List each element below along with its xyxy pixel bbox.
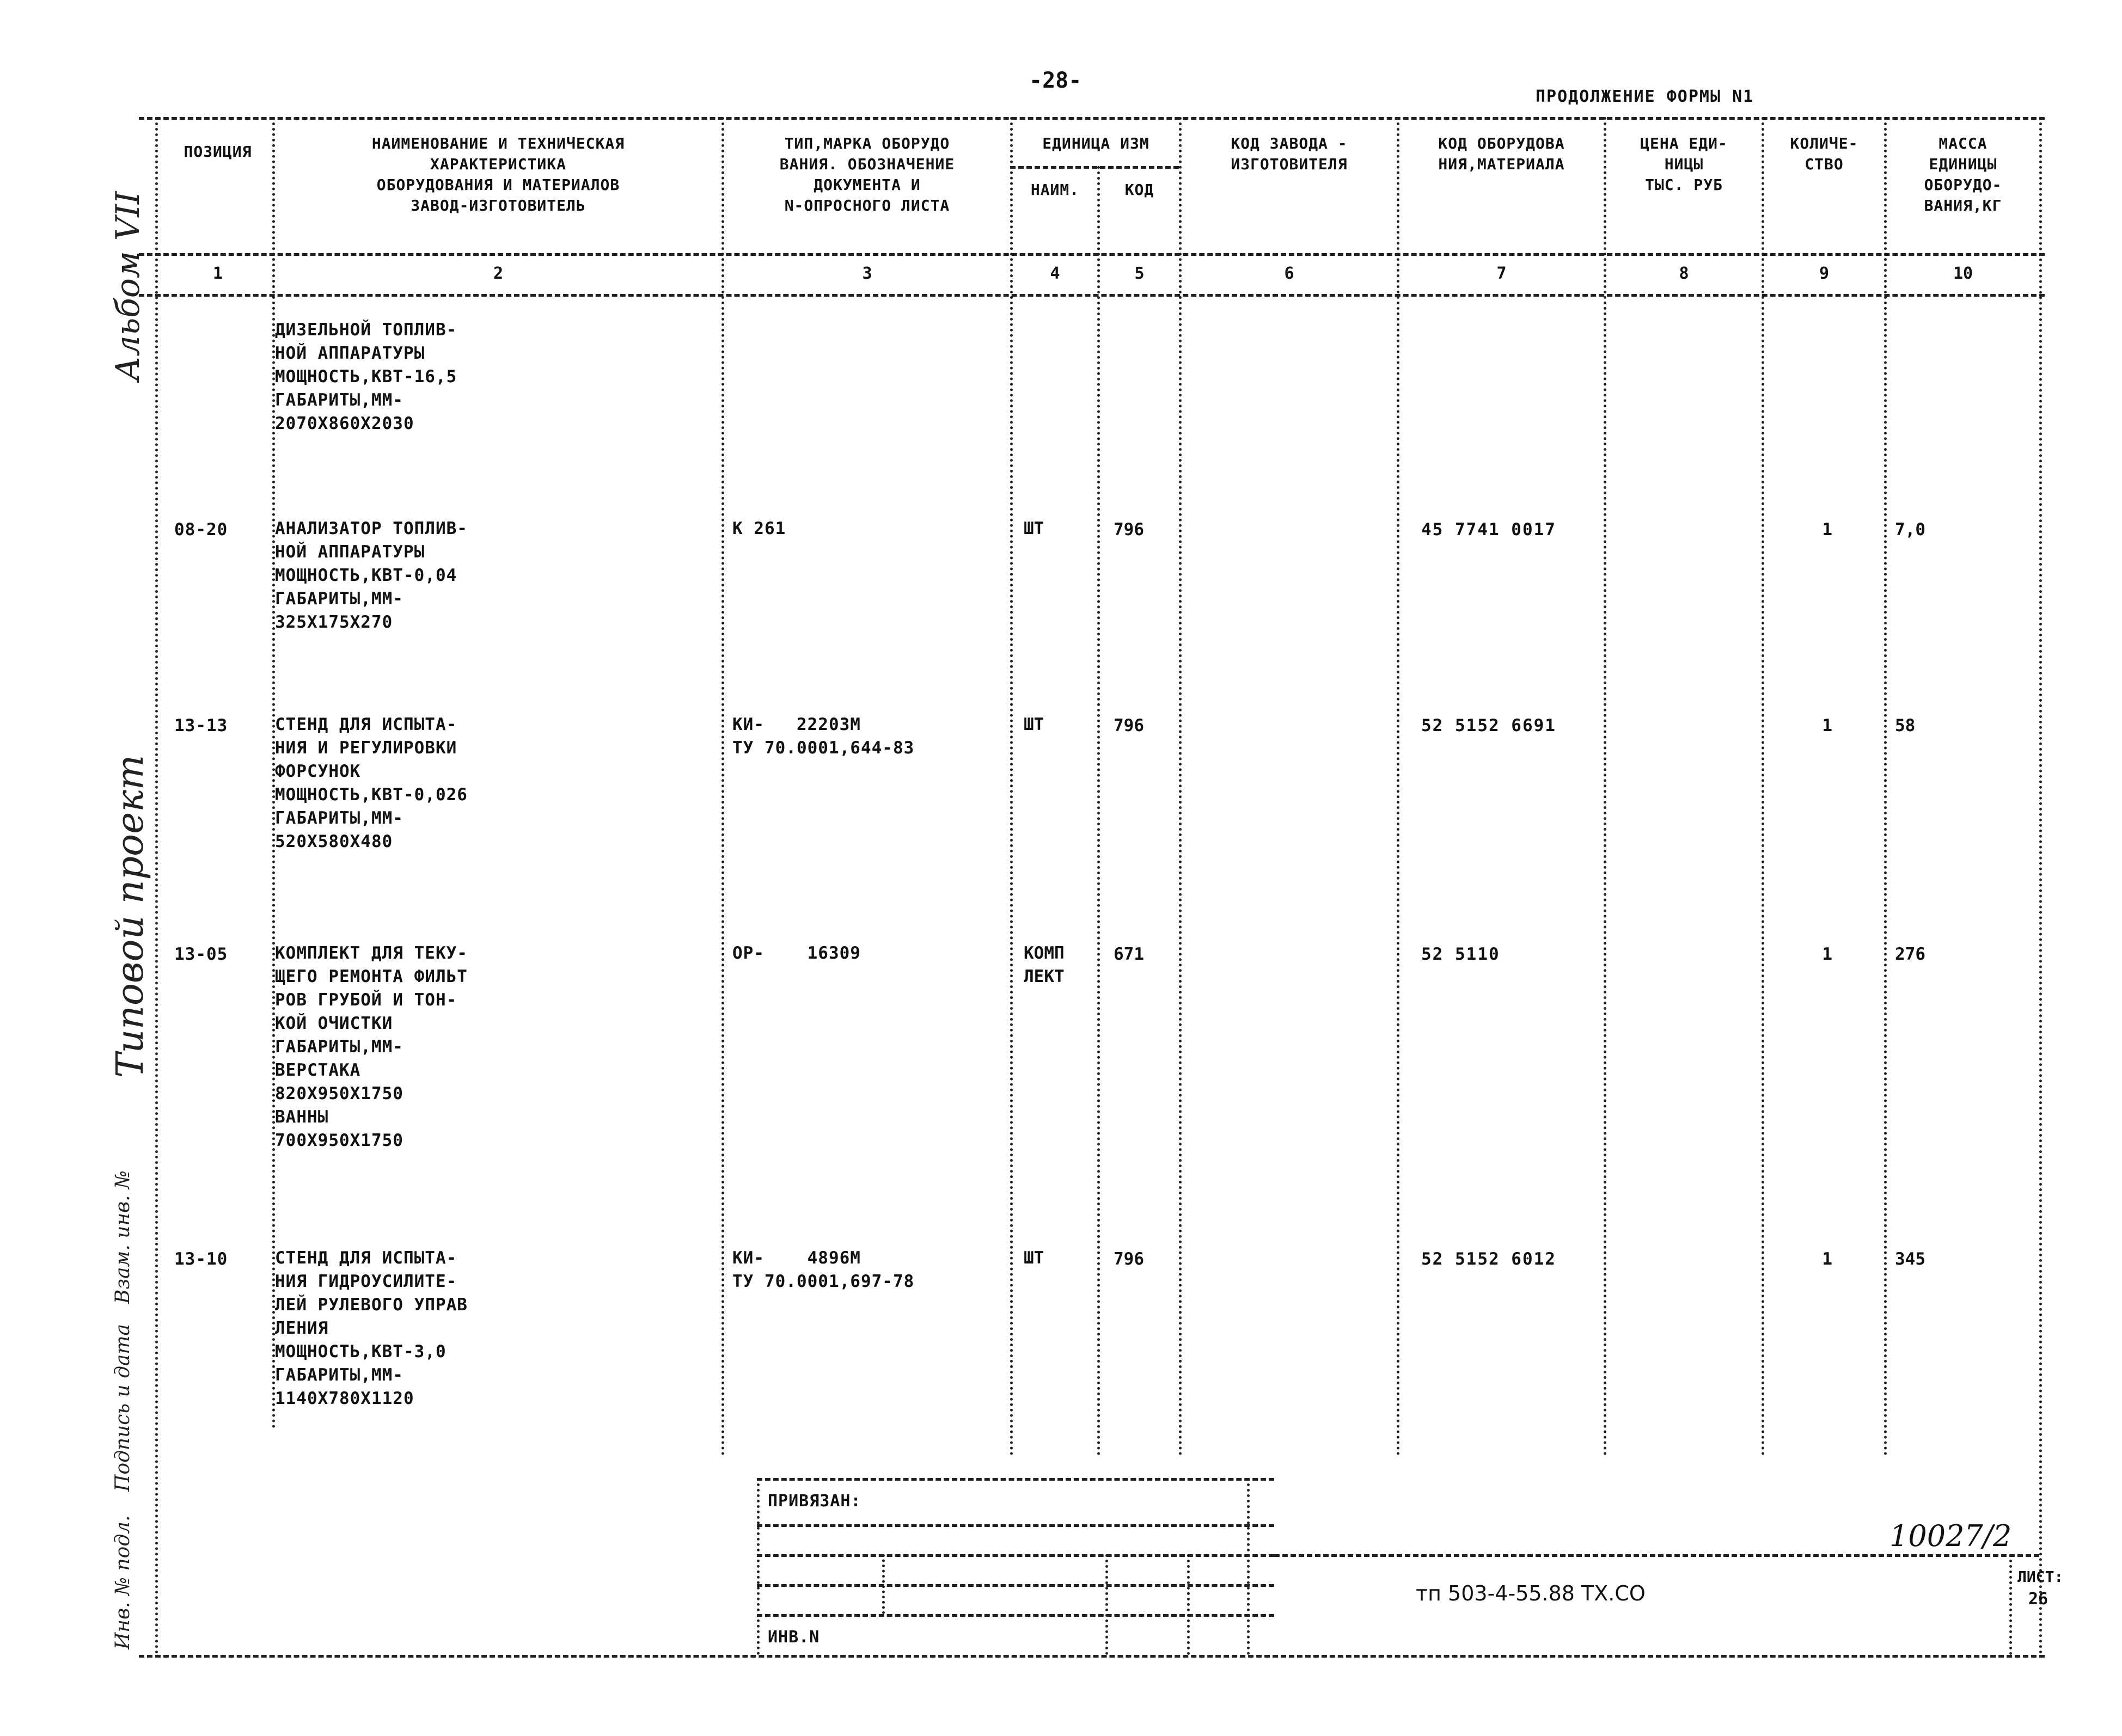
stamp-rule-4 <box>757 1614 1274 1617</box>
table-row-equipment-code: 52 5152 6691 <box>1421 716 1556 735</box>
sheet-label: ЛИСТ: <box>2017 1568 2064 1586</box>
table-row-position: 13-13 <box>174 716 228 735</box>
colnum-3: 3 <box>862 264 872 283</box>
col-sep-2 <box>721 117 724 1456</box>
table-row-unit: ШТ <box>1024 715 1044 734</box>
col-sep-8 <box>1762 117 1764 1456</box>
table-row-unit-code: 796 <box>1114 520 1144 539</box>
stamp-doc-rule <box>1274 1554 2039 1557</box>
column-numbers-rule <box>139 294 2045 297</box>
header-bottom-rule <box>139 253 2045 256</box>
colnum-9: 9 <box>1819 264 1830 283</box>
table-row-name: ДИЗЕЛЬНОЙ ТОПЛИВ- НОЙ АППАРАТУРЫ МОЩНОСТЬ,КВТ-16,5 ГАБАРИТЫ,ММ- 2070Х860Х2030 <box>275 320 457 433</box>
col-sep-4 <box>1097 166 1100 1456</box>
table-row-name: СТЕНД ДЛЯ ИСПЫТА- НИЯ ГИДРОУСИЛИТЕ- ЛЕЙ РУЛЕВОГО УПРАВ ЛЕНИЯ МОЩНОСТЬ,КВТ-3,0 ГАБАРИТЫ,ММ- 1140Х780Х1120 <box>275 1248 468 1408</box>
left-border <box>155 117 158 1655</box>
page-number: -28- <box>1029 68 1082 93</box>
colnum-2: 2 <box>493 264 504 283</box>
form-continuation-label: ПРОДОЛЖЕНИЕ ФОРМЫ N1 <box>1536 87 1754 106</box>
table-row-quantity: 1 <box>1822 1249 1832 1269</box>
sheet-box-left <box>2009 1554 2012 1655</box>
unit-subheader-rule <box>1010 166 1179 169</box>
table-row-equipment-code: 45 7741 0017 <box>1421 520 1556 539</box>
table-row-position: 13-05 <box>174 944 228 964</box>
table-row-name: АНАЛИЗАТОР ТОПЛИВ- НОЙ АППАРАТУРЫ МОЩНОСТЬ,КВТ-0,04 ГАБАРИТЫ,ММ- 325Х175Х270 <box>275 519 468 632</box>
header-quantity: КОЛИЧЕ- СТВО <box>1790 134 1858 173</box>
colnum-5: 5 <box>1134 264 1145 283</box>
table-row-equipment-code: 52 5152 6012 <box>1421 1249 1556 1269</box>
table-row-quantity: 1 <box>1822 716 1832 735</box>
stamp-rule-2 <box>757 1554 1274 1557</box>
col-sep-9 <box>1884 117 1887 1456</box>
table-row-unit: ШТ <box>1024 1248 1044 1268</box>
table-row-unit-code: 796 <box>1114 1249 1144 1269</box>
side-album-label: Альбом VII <box>109 191 147 381</box>
stamp-top-rule <box>757 1478 1274 1481</box>
bound-label: ПРИВЯЗАН: <box>768 1492 861 1511</box>
header-unit: ЕДИНИЦА ИЗМ <box>1042 134 1149 152</box>
stamp-sep-2 <box>1105 1554 1108 1655</box>
table-row-mass: 7,0 <box>1895 520 1925 539</box>
table-row-name: СТЕНД ДЛЯ ИСПЫТА- НИЯ И РЕГУЛИРОВКИ ФОРСУНОК МОЩНОСТЬ,КВТ-0,026 ГАБАРИТЫ,ММ- 520Х580Х480 <box>275 715 468 851</box>
inventory-label: ИНВ.N <box>768 1628 820 1647</box>
sheet-number: 26 <box>2028 1590 2048 1609</box>
col-sep-3 <box>1010 117 1013 1456</box>
handwritten-number: 10027/2 <box>1889 1519 2012 1553</box>
table-row-type: К 261 <box>732 519 786 538</box>
side-sign-date-label: Подпись и дата <box>112 1324 134 1492</box>
document-code: тп 503-4-55.88 ТХ.СО <box>1416 1581 1646 1605</box>
stamp-left-border <box>757 1478 760 1655</box>
table-top-rule <box>139 117 2045 120</box>
stamp-rule-1 <box>757 1524 1274 1527</box>
header-unit-code: КОД <box>1124 181 1154 199</box>
table-row-quantity: 1 <box>1822 520 1832 539</box>
stamp-sep-4 <box>1247 1478 1250 1655</box>
table-row-unit-code: 671 <box>1114 944 1144 964</box>
table-row-type: КИ- 4896М ТУ 70.0001,697-78 <box>732 1248 915 1291</box>
stamp-rule-3 <box>757 1584 1274 1587</box>
table-bottom-rule <box>139 1655 2045 1658</box>
colnum-4: 4 <box>1050 264 1060 283</box>
table-row-unit: КОМП ЛЕКТ <box>1024 943 1065 986</box>
col-sep-5 <box>1179 117 1182 1456</box>
side-project-label: Типовой проект <box>109 754 152 1078</box>
table-row-type: КИ- 22203М ТУ 70.0001,644-83 <box>732 715 915 758</box>
table-row-equipment-code: 52 5110 <box>1421 944 1500 964</box>
table-row-position: 13-10 <box>174 1249 228 1269</box>
header-position: ПОЗИЦИЯ <box>184 143 252 161</box>
header-equipment-code: КОД ОБОРУДОВА НИЯ,МАТЕРИАЛА <box>1438 134 1565 173</box>
col-sep-6 <box>1397 117 1399 1456</box>
header-type: ТИП,МАРКА ОБОРУДО ВАНИЯ. ОБОЗНАЧЕНИЕ ДОКУМЕНТА И N-ОПРОСНОГО ЛИСТА <box>779 134 955 214</box>
table-row-type: ОР- 16309 <box>732 943 861 963</box>
table-row-name: КОМПЛЕКТ ДЛЯ ТЕКУ- ЩЕГО РЕМОНТА ФИЛЬТ РОВ ГРУБОЙ И ТОН- КОЙ ОЧИСТКИ ГАБАРИТЫ,ММ- ВЕРСТАКА 820Х950Х1750 ВАННЫ 700Х950Х1750 <box>275 943 468 1150</box>
side-replace-inv-label: Взам. инв. № <box>112 1170 134 1304</box>
colnum-6: 6 <box>1284 264 1294 283</box>
table-row-unit-code: 796 <box>1114 716 1144 735</box>
header-unit-name: НАИМ. <box>1030 181 1080 199</box>
colnum-7: 7 <box>1496 264 1507 283</box>
header-plant-code: КОД ЗАВОДА - ИЗГОТОВИТЕЛЯ <box>1231 134 1348 173</box>
stamp-sep-1 <box>882 1554 885 1614</box>
header-name: НАИМЕНОВАНИЕ И ТЕХНИЧЕСКАЯ ХАРАКТЕРИСТИКА ОБОРУДОВАНИЯ И МАТЕРИАЛОВ ЗАВОД-ИЗГОТОВИТЕЛЬ <box>371 134 625 214</box>
col-sep-7 <box>1604 117 1606 1456</box>
header-mass: МАССА ЕДИНИЦЫ ОБОРУДО- ВАНИЯ,КГ <box>1924 134 2002 214</box>
colnum-10: 10 <box>1953 264 1973 283</box>
table-row-mass: 276 <box>1895 944 1925 964</box>
side-inv-orig-label: Инв. № подл. <box>112 1515 134 1649</box>
table-row-mass: 345 <box>1895 1249 1925 1269</box>
colnum-8: 8 <box>1679 264 1689 283</box>
table-row-unit: ШТ <box>1024 519 1044 538</box>
stamp-sep-3 <box>1187 1554 1190 1655</box>
table-row-quantity: 1 <box>1822 944 1832 964</box>
right-border <box>2039 117 2042 1655</box>
table-row-mass: 58 <box>1895 716 1916 735</box>
header-unit-price: ЦЕНА ЕДИ- НИЦЫ ТЫС. РУБ <box>1640 134 1728 194</box>
table-row-position: 08-20 <box>174 520 228 539</box>
colnum-1: 1 <box>212 264 223 283</box>
